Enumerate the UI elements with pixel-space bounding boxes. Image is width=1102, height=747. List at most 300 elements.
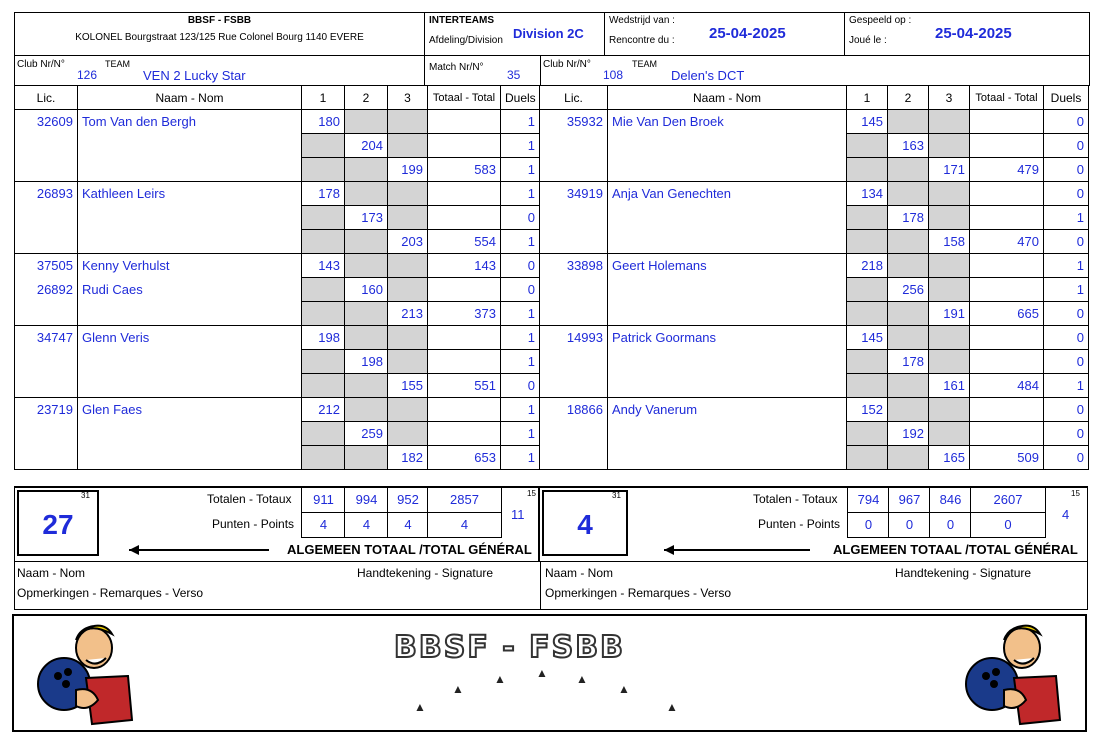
game-1-cell xyxy=(302,278,345,302)
right-totals-grid xyxy=(847,488,1047,538)
game-2-cell: 173 xyxy=(345,206,388,230)
col-game-2: 2 xyxy=(345,86,388,110)
duel-cell: 1 xyxy=(501,182,540,206)
col-lic: Lic. xyxy=(540,86,608,110)
player-name-cell: Mie Van Den Broek xyxy=(608,110,847,134)
game-3-cell: 171 xyxy=(929,158,970,182)
duel-cell: 1 xyxy=(1044,278,1089,302)
score-sheet xyxy=(14,12,1088,86)
pin-icon: ▲ xyxy=(494,672,506,686)
right-general-total-label: ALGEMEEN TOTAAL /TOTAL GÉNÉRAL xyxy=(833,542,1078,557)
pin-icon: ▲ xyxy=(452,682,464,696)
match-nr-label: Match Nr/N° xyxy=(429,62,484,73)
duel-cell: 0 xyxy=(501,206,540,230)
club-info-row xyxy=(14,55,1090,86)
license-cell: 23719 xyxy=(15,398,78,422)
player-name-cell xyxy=(608,158,847,182)
left-signature-label: Handtekening - Signature xyxy=(357,566,494,580)
total-cell xyxy=(970,134,1044,158)
game-3-cell xyxy=(388,206,428,230)
game-3-cell: 182 xyxy=(388,446,428,470)
duel-cell: 1 xyxy=(1044,374,1089,398)
game-3-cell: 161 xyxy=(929,374,970,398)
table-row xyxy=(15,254,540,278)
logo-text: BBSF - FSBB xyxy=(394,630,626,665)
duel-cell: 0 xyxy=(1044,134,1089,158)
signature-area xyxy=(14,562,1088,610)
right-duels-total: 4 xyxy=(1062,507,1070,522)
license-cell xyxy=(15,422,78,446)
right-duels-small: 15 xyxy=(1071,489,1080,498)
table-row xyxy=(15,398,540,422)
game-2-cell: 178 xyxy=(888,206,929,230)
game-3-cell xyxy=(929,278,970,302)
right-team-name: Delen's DCT xyxy=(671,68,745,83)
duel-cell: 0 xyxy=(1044,446,1089,470)
org-address: KOLONEL Bourgstraat 123/125 Rue Colonel Bourg 1140 EVERE xyxy=(75,32,364,43)
bowler-mascot-left-icon xyxy=(36,620,136,730)
duel-cell: 0 xyxy=(1044,110,1089,134)
duel-cell: 1 xyxy=(501,158,540,182)
game-3-cell xyxy=(388,182,428,206)
table-row xyxy=(540,326,1089,350)
player-name-cell xyxy=(78,350,302,374)
license-cell xyxy=(540,158,608,182)
game-2-cell: 163 xyxy=(888,134,929,158)
game-2-cell xyxy=(888,230,929,254)
game-1-cell xyxy=(847,134,888,158)
player-name-cell xyxy=(78,422,302,446)
game-3-cell xyxy=(388,350,428,374)
license-cell xyxy=(540,350,608,374)
left-arrow-head xyxy=(129,545,139,555)
pin-icon: ▲ xyxy=(414,700,426,714)
team-label: TEAM xyxy=(632,59,658,69)
player-name-cell xyxy=(608,446,847,470)
total-cell xyxy=(970,278,1044,302)
game-3-cell: 199 xyxy=(388,158,428,182)
license-cell xyxy=(15,350,78,374)
game-2-cell xyxy=(345,326,388,350)
right-remarks-label: Opmerkingen - Remarques - Verso xyxy=(545,586,732,600)
duel-cell: 0 xyxy=(1044,398,1089,422)
col-name: Naam - Nom xyxy=(608,86,847,110)
duel-cell: 1 xyxy=(501,110,540,134)
player-name-cell xyxy=(608,134,847,158)
total-cell xyxy=(970,182,1044,206)
total-cell xyxy=(428,206,501,230)
table-row xyxy=(540,158,1089,182)
player-name-cell xyxy=(608,422,847,446)
table-row xyxy=(540,230,1089,254)
duel-cell: 0 xyxy=(1044,302,1089,326)
game-1-cell xyxy=(302,230,345,254)
game-3-cell xyxy=(388,278,428,302)
duel-cell: 0 xyxy=(501,374,540,398)
game-2-cell xyxy=(345,158,388,182)
total-cell xyxy=(428,422,501,446)
right-box-small: 31 xyxy=(612,491,621,500)
player-name-cell xyxy=(78,446,302,470)
game-2-cell xyxy=(888,158,929,182)
left-duels-total: 11 xyxy=(511,507,525,522)
right-points-total: 0 xyxy=(970,513,1046,538)
game-1-cell: 145 xyxy=(847,326,888,350)
total-cell: 665 xyxy=(970,302,1044,326)
left-duels-small: 15 xyxy=(527,489,536,498)
total-cell xyxy=(428,326,501,350)
game-2-cell xyxy=(888,374,929,398)
player-name-cell xyxy=(78,134,302,158)
game-1-cell: 218 xyxy=(847,254,888,278)
game-1-cell: 145 xyxy=(847,110,888,134)
game-2-cell xyxy=(888,110,929,134)
player-name-cell: Patrick Goormans xyxy=(608,326,847,350)
license-cell xyxy=(540,374,608,398)
table-row xyxy=(540,302,1089,326)
game-3-cell xyxy=(929,206,970,230)
right-score-table xyxy=(539,85,1089,470)
pin-icon: ▲ xyxy=(666,700,678,714)
left-totals-block xyxy=(14,486,539,562)
game-3-cell xyxy=(388,254,428,278)
license-cell xyxy=(15,446,78,470)
player-name-cell xyxy=(608,278,847,302)
left-box-small: 31 xyxy=(81,491,90,500)
table-row xyxy=(15,350,540,374)
player-name-cell xyxy=(78,374,302,398)
left-team-name: VEN 2 Lucky Star xyxy=(143,68,246,83)
total-cell xyxy=(970,326,1044,350)
club-nr-label: Club Nr/N° xyxy=(543,59,591,70)
total-cell xyxy=(970,254,1044,278)
footer-logo-band xyxy=(12,614,1087,732)
total-cell xyxy=(428,350,501,374)
game-3-cell xyxy=(929,422,970,446)
played-date-label-nl: Gespeeld op : xyxy=(849,15,912,26)
license-cell: 26892 xyxy=(15,278,78,302)
game-3-cell: 158 xyxy=(929,230,970,254)
total-cell: 479 xyxy=(970,158,1044,182)
match-date-block xyxy=(605,13,845,55)
license-cell xyxy=(15,134,78,158)
game-2-cell xyxy=(888,302,929,326)
org-name: BBSF - FSBB xyxy=(187,15,252,26)
duel-cell: 1 xyxy=(501,350,540,374)
left-remarks-label: Opmerkingen - Remarques - Verso xyxy=(17,586,204,600)
left-total-game-3: 952 xyxy=(387,488,428,513)
game-2-cell: 259 xyxy=(345,422,388,446)
total-cell: 583 xyxy=(428,158,501,182)
match-date: 25-04-2025 xyxy=(709,25,786,42)
license-cell xyxy=(540,230,608,254)
left-arrow xyxy=(129,549,269,551)
game-1-cell: 212 xyxy=(302,398,345,422)
game-2-cell xyxy=(345,446,388,470)
game-2-cell xyxy=(345,398,388,422)
game-1-cell xyxy=(302,206,345,230)
table-row xyxy=(15,374,540,398)
total-cell xyxy=(970,206,1044,230)
duel-cell: 1 xyxy=(501,302,540,326)
left-score-table xyxy=(14,85,540,470)
played-date: 25-04-2025 xyxy=(935,25,1012,42)
license-cell: 35932 xyxy=(540,110,608,134)
left-points-total: 4 xyxy=(427,513,502,538)
game-2-cell xyxy=(345,254,388,278)
right-total-game-3: 846 xyxy=(929,488,971,513)
col-game-3: 3 xyxy=(388,86,428,110)
org-block xyxy=(15,13,425,55)
total-cell xyxy=(970,398,1044,422)
col-duels: Duels xyxy=(1044,86,1089,110)
game-1-cell xyxy=(302,158,345,182)
game-1-cell xyxy=(302,446,345,470)
total-cell xyxy=(428,398,501,422)
table-row xyxy=(540,398,1089,422)
player-name-cell: Tom Van den Bergh xyxy=(78,110,302,134)
total-cell xyxy=(428,278,501,302)
game-3-cell: 213 xyxy=(388,302,428,326)
game-3-cell xyxy=(388,110,428,134)
total-cell: 554 xyxy=(428,230,501,254)
total-cell xyxy=(970,110,1044,134)
game-1-cell: 143 xyxy=(302,254,345,278)
right-signature-label: Handtekening - Signature xyxy=(895,566,1032,580)
player-name-cell: Andy Vanerum xyxy=(608,398,847,422)
col-total: Totaal - Total xyxy=(970,86,1044,110)
left-score-value: 27 xyxy=(42,509,74,540)
game-1-cell: 178 xyxy=(302,182,345,206)
license-cell xyxy=(540,446,608,470)
col-name: Naam - Nom xyxy=(78,86,302,110)
duel-cell: 0 xyxy=(1044,158,1089,182)
right-total-game-2: 967 xyxy=(888,488,930,513)
license-cell: 32609 xyxy=(15,110,78,134)
total-cell: 470 xyxy=(970,230,1044,254)
left-name-label: Naam - Nom xyxy=(17,566,86,580)
right-points-game-1: 0 xyxy=(847,513,889,538)
table-row xyxy=(15,446,540,470)
game-1-cell xyxy=(847,302,888,326)
left-points-game-3: 4 xyxy=(387,513,428,538)
license-cell: 14993 xyxy=(540,326,608,350)
game-2-cell xyxy=(345,182,388,206)
table-row xyxy=(540,110,1089,134)
player-name-cell: Glen Faes xyxy=(78,398,302,422)
left-total-game-1: 911 xyxy=(301,488,345,513)
match-nr: 35 xyxy=(507,68,521,82)
left-points-game-1: 4 xyxy=(301,513,345,538)
player-name-cell xyxy=(78,230,302,254)
table-row xyxy=(540,350,1089,374)
division-value: Division 2C xyxy=(513,26,584,41)
team-label: TEAM xyxy=(105,59,131,69)
table-row xyxy=(15,326,540,350)
duel-cell: 1 xyxy=(501,326,540,350)
right-club-nr: 108 xyxy=(603,68,624,82)
game-1-cell xyxy=(302,374,345,398)
duel-cell: 1 xyxy=(501,422,540,446)
duel-cell: 0 xyxy=(1044,182,1089,206)
duel-cell: 1 xyxy=(501,398,540,422)
game-1-cell xyxy=(847,278,888,302)
game-3-cell xyxy=(388,134,428,158)
table-row xyxy=(540,422,1089,446)
table-row xyxy=(15,422,540,446)
game-1-cell: 180 xyxy=(302,110,345,134)
player-name-cell xyxy=(608,206,847,230)
license-cell: 34747 xyxy=(15,326,78,350)
total-cell: 484 xyxy=(970,374,1044,398)
game-2-cell xyxy=(345,374,388,398)
game-3-cell xyxy=(929,326,970,350)
signature-divider xyxy=(540,562,541,610)
right-arrow xyxy=(664,549,810,551)
game-1-cell xyxy=(847,422,888,446)
left-totals-label: Totalen - Totaux xyxy=(207,492,292,506)
duel-cell: 0 xyxy=(1044,230,1089,254)
played-date-block xyxy=(845,13,1089,55)
total-cell xyxy=(428,134,501,158)
total-cell xyxy=(428,182,501,206)
game-1-cell xyxy=(847,158,888,182)
table-row xyxy=(15,230,540,254)
total-cell: 509 xyxy=(970,446,1044,470)
game-1-cell xyxy=(847,206,888,230)
player-name-cell xyxy=(608,230,847,254)
pin-icon: ▲ xyxy=(536,666,548,680)
game-2-cell xyxy=(345,110,388,134)
table-row xyxy=(540,374,1089,398)
right-totals-label: Totalen - Totaux xyxy=(753,492,838,506)
game-2-cell: 178 xyxy=(888,350,929,374)
table-row xyxy=(540,278,1089,302)
license-cell xyxy=(540,422,608,446)
duel-cell: 0 xyxy=(501,254,540,278)
game-1-cell xyxy=(302,350,345,374)
division-label: Afdeling/Division xyxy=(429,35,503,46)
duel-cell: 0 xyxy=(1044,350,1089,374)
game-2-cell xyxy=(888,398,929,422)
col-game-3: 3 xyxy=(929,86,970,110)
right-points-game-2: 0 xyxy=(888,513,930,538)
game-3-cell xyxy=(929,398,970,422)
left-points-game-2: 4 xyxy=(344,513,388,538)
license-cell xyxy=(540,302,608,326)
left-club-nr: 126 xyxy=(77,68,98,82)
game-3-cell xyxy=(388,326,428,350)
col-lic: Lic. xyxy=(15,86,78,110)
left-total-game-2: 994 xyxy=(344,488,388,513)
total-cell: 143 xyxy=(428,254,501,278)
game-2-cell xyxy=(888,326,929,350)
game-1-cell xyxy=(847,230,888,254)
player-name-cell xyxy=(78,302,302,326)
col-duels: Duels xyxy=(501,86,540,110)
license-cell xyxy=(15,158,78,182)
col-game-2: 2 xyxy=(888,86,929,110)
right-grand-total: 2607 xyxy=(970,488,1046,513)
game-2-cell: 256 xyxy=(888,278,929,302)
division-block xyxy=(425,13,605,55)
table-row xyxy=(540,254,1089,278)
table-row xyxy=(15,158,540,182)
license-cell xyxy=(540,134,608,158)
right-points-label: Punten - Points xyxy=(758,517,841,531)
left-club-info xyxy=(15,56,425,86)
game-2-cell: 198 xyxy=(345,350,388,374)
game-2-cell xyxy=(345,230,388,254)
table-row xyxy=(540,134,1089,158)
right-totals-block xyxy=(539,486,1088,562)
column-header-row xyxy=(15,86,540,110)
right-name-label: Naam - Nom xyxy=(545,566,614,580)
player-name-cell xyxy=(608,302,847,326)
bowler-mascot-right-icon xyxy=(964,620,1064,730)
left-grand-total: 2857 xyxy=(427,488,502,513)
duel-cell: 1 xyxy=(1044,254,1089,278)
game-1-cell xyxy=(302,302,345,326)
table-row xyxy=(15,302,540,326)
game-1-cell: 152 xyxy=(847,398,888,422)
played-date-label-fr: Joué le : xyxy=(849,35,887,46)
license-cell: 26893 xyxy=(15,182,78,206)
license-cell: 34919 xyxy=(540,182,608,206)
table-row xyxy=(15,206,540,230)
right-total-game-1: 794 xyxy=(847,488,889,513)
player-name-cell xyxy=(608,350,847,374)
player-name-cell: Kenny Verhulst xyxy=(78,254,302,278)
game-3-cell: 155 xyxy=(388,374,428,398)
license-cell: 18866 xyxy=(540,398,608,422)
left-general-total-label: ALGEMEEN TOTAAL /TOTAL GÉNÉRAL xyxy=(287,542,532,557)
player-name-cell xyxy=(78,206,302,230)
player-name-cell: Kathleen Leirs xyxy=(78,182,302,206)
col-game-1: 1 xyxy=(847,86,888,110)
left-totals-grid xyxy=(301,488,503,538)
game-3-cell xyxy=(929,254,970,278)
col-total: Totaal - Total xyxy=(428,86,501,110)
game-2-cell: 160 xyxy=(345,278,388,302)
competition-label: INTERTEAMS xyxy=(429,15,494,26)
license-cell xyxy=(540,278,608,302)
game-2-cell xyxy=(888,182,929,206)
total-cell: 373 xyxy=(428,302,501,326)
duel-cell: 1 xyxy=(501,134,540,158)
game-1-cell xyxy=(302,422,345,446)
table-row xyxy=(540,446,1089,470)
total-cell xyxy=(428,110,501,134)
game-3-cell: 191 xyxy=(929,302,970,326)
license-cell xyxy=(15,302,78,326)
game-2-cell: 204 xyxy=(345,134,388,158)
table-row xyxy=(15,134,540,158)
table-row xyxy=(15,182,540,206)
match-nr-block xyxy=(425,56,541,86)
duel-cell: 1 xyxy=(501,446,540,470)
game-3-cell xyxy=(929,350,970,374)
player-name-cell: Glenn Veris xyxy=(78,326,302,350)
game-1-cell xyxy=(847,350,888,374)
sheet-header xyxy=(14,12,1090,55)
match-date-label-fr: Rencontre du : xyxy=(609,35,675,46)
game-3-cell xyxy=(929,110,970,134)
game-3-cell: 165 xyxy=(929,446,970,470)
game-2-cell xyxy=(888,254,929,278)
right-score-value: 4 xyxy=(577,509,593,540)
player-name-cell: Geert Holemans xyxy=(608,254,847,278)
